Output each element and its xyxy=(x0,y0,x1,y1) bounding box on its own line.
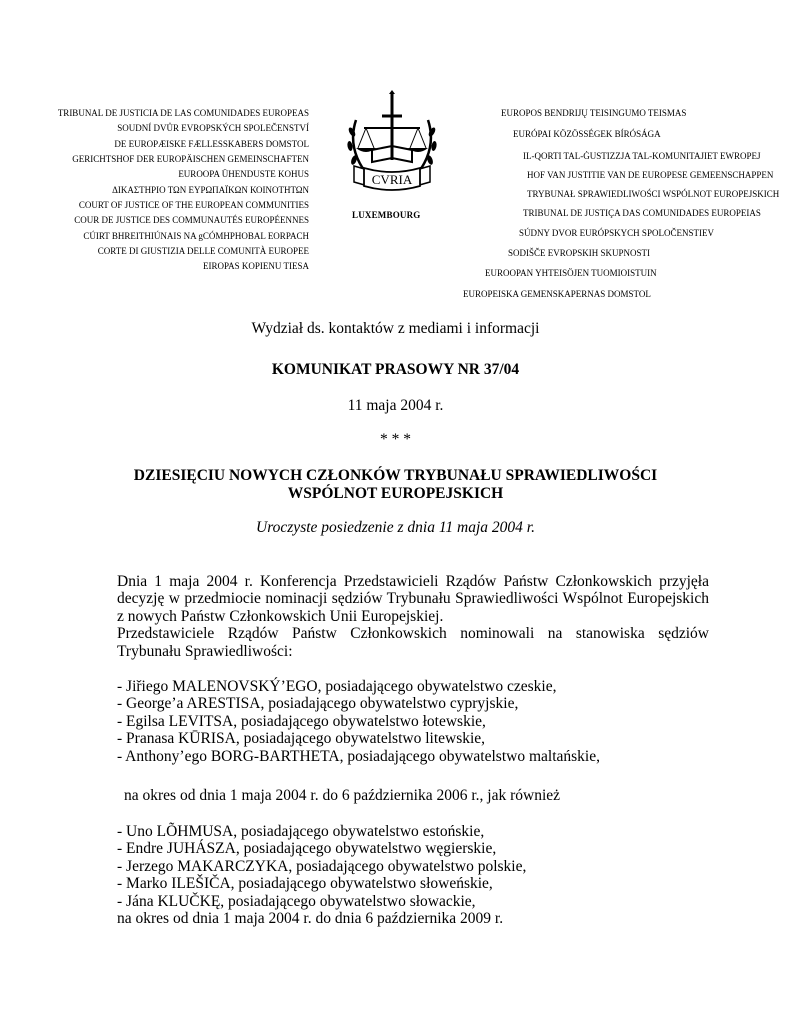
court-name: SODIŠČE EVROPSKIH SKUPNOSTI xyxy=(508,248,651,258)
release-title: KOMUNIKAT PRASOWY NR 37/04 xyxy=(271,361,520,378)
court-name: COURT OF JUSTICE OF THE EUROPEAN COMMUNITIES xyxy=(78,200,309,211)
court-name: EURÓPAI KÖZÖSSÉGEK BÍRÓSÁGA xyxy=(513,129,661,139)
emblem-label: CVRIA xyxy=(371,172,413,187)
list-item: - Jiřiego MALENOVSKÝ’EGO, posiadającego obywatelstwo czeskie, xyxy=(117,678,557,695)
court-name: IL-QORTI TAL-ĠUSTIZZJA TAL-KOMUNITAJIET EWROPEJ xyxy=(523,151,761,161)
list-item: - Endre JUHÁSZA, posiadającego obywatelstwo węgierskie, xyxy=(117,840,497,858)
headline-line-2: WSPÓLNOT EUROPEJSKICH xyxy=(287,485,504,502)
court-name: HOF VAN JUSTITIE VAN DE EUROPESE GEMEENSCHAPPEN xyxy=(527,170,774,180)
list-item: - Jána KLUČKĘ, posiadającego obywatelstwo słowackie, xyxy=(117,892,476,910)
court-name: ΔΙΚΑΣΤΗΡΙΟ ΤΩΝ ΕΥΡΩΠΑΪΚΩΝ ΚΟΙΝΟΤΗΤΩΝ xyxy=(112,184,309,195)
court-name: DE EUROPÆISKE FÆLLESSKABERS DOMSTOL xyxy=(114,138,309,149)
list-item: - Jerzego MAKARCZYKA, posiadającego obywatelstwo polskie, xyxy=(117,857,527,875)
release-date: 11 maja 2004 r. xyxy=(347,397,444,414)
intro-line: z nowych Państw Członkowskich Unii Europejskiej. xyxy=(117,607,444,625)
headline-line-1: DZIESIĘCIU NOWYCH CZŁONKÓW TRYBUNAŁU SPRAWIEDLIWOŚCI xyxy=(133,467,658,484)
term-1: na okres od dnia 1 maja 2004 r. do 6 października 2006 r., jak również xyxy=(124,787,561,804)
intro-line: Trybunału Sprawiedliwości: xyxy=(117,642,293,660)
list-item: - Egilsa LEVITSA, posiadającego obywatelstwo łotewskie, xyxy=(117,712,486,730)
list-item: - Uno LÕHMUSA, posiadającego obywatelstwo estońskie, xyxy=(117,823,485,840)
judges-list-1 xyxy=(117,678,709,765)
court-name: GERICHTSHOF DER EUROPÄISCHEN GEMEINSCHAFTEN xyxy=(72,154,309,165)
court-name: TRIBUNAL DE JUSTIÇA DAS COMUNIDADES EUROPEIAS xyxy=(523,208,761,218)
intro-paragraph xyxy=(117,573,709,660)
court-name: SOUDNÍ DVŮR EVROPSKÝCH SPOLEČENSTVÍ xyxy=(117,123,309,134)
list-item: - Marko ILEŠIČA, posiadającego obywatelstwo słoweńskie, xyxy=(117,875,493,893)
court-name: TRIBUNAL DE JUSTICIA DE LAS COMUNIDADES EUROPEAS xyxy=(57,108,309,118)
court-name: EUROOPAN YHTEISÖJEN TUOMIOISTUIN xyxy=(485,268,657,278)
court-name: EIROPAS KOPIENU TIESA xyxy=(202,261,309,272)
court-name: EUROPEISKA GEMENSKAPERNAS DOMSTOL xyxy=(463,289,651,299)
court-name: EUROPOS BENDRIJŲ TEISINGUMO TEISMAS xyxy=(501,108,687,118)
court-name: TRYBUNAŁ SPRAWIEDLIWOŚCI WSPÓLNOT EUROPEJSKICH xyxy=(527,189,780,199)
separator: * * * xyxy=(380,431,411,448)
court-names-left xyxy=(58,106,309,275)
subtitle: Uroczyste posiedzenie z dnia 11 maja 2004 r. xyxy=(256,519,535,536)
term-2: na okres od dnia 1 maja 2004 r. do dnia 6 października 2009 r. xyxy=(117,910,504,928)
department: Wydział ds. kontaktów z mediami i informacji xyxy=(251,320,540,337)
intro-line: decyzję w przedmiocie nominacji sędziów Trybunału Sprawiedliwości Wspólnot Europejskich xyxy=(117,590,709,608)
city-label: LUXEMBOURG xyxy=(352,210,421,220)
list-item: - Anthony’ego BORG-BARTHETA, posiadającego obywatelstwo maltańskie, xyxy=(117,747,600,765)
judges-list-2 xyxy=(117,823,709,927)
court-name: COUR DE JUSTICE DES COMMUNAUTÉS EUROPÉENNES xyxy=(74,215,309,226)
list-item: - Pranasa KŪRISA, posiadającego obywatelstwo litewskie, xyxy=(117,730,486,748)
court-name: CÚIRT BHREITHIÚNAIS NA gCÓMHPHOBAL EORPACH xyxy=(83,230,309,241)
intro-line: Dnia 1 maja 2004 r. Konferencja Przedstawicieli Rządów Państw Członkowskich przyjęła xyxy=(117,573,709,590)
court-name: EUROOPA ÜHENDUSTE KOHUS xyxy=(178,169,309,180)
court-name: SÚDNY DVOR EURÓPSKYCH SPOLOČENSTIEV xyxy=(519,228,714,238)
court-name: CORTE DI GIUSTIZIA DELLE COMUNITÀ EUROPEE xyxy=(97,246,309,257)
intro-line: Przedstawiciele Rządów Państw Członkowskich nominowali na stanowiska sędziów xyxy=(117,625,709,643)
list-item: - George’a ARESTISA, posiadającego obywatelstwo cypryjskie, xyxy=(117,695,519,713)
curia-emblem-icon xyxy=(342,90,442,202)
